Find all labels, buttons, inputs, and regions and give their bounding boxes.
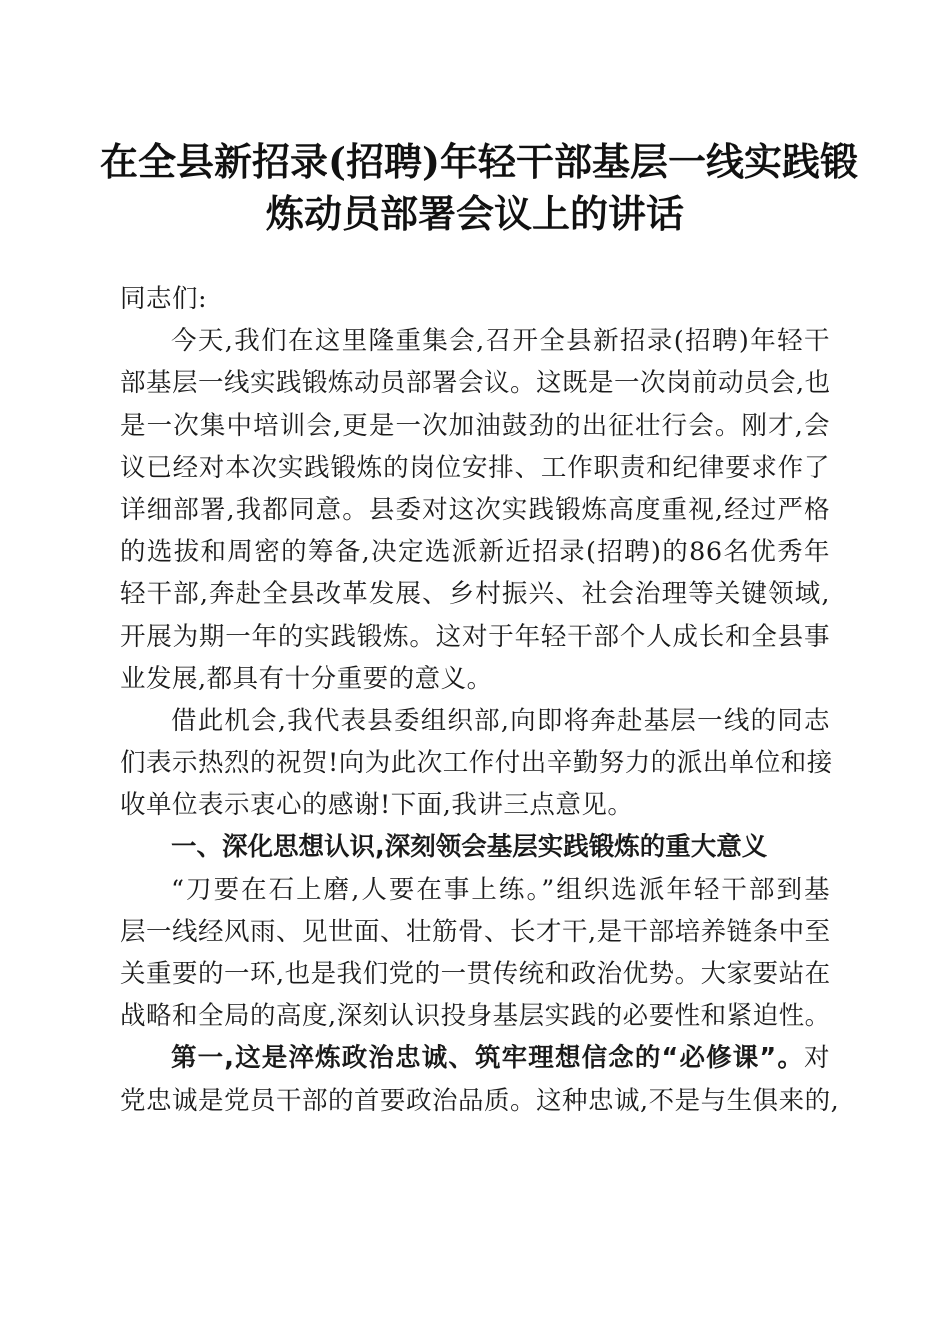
paragraph-line-with-bold-lead bbox=[120, 1037, 830, 1079]
paragraph-line: 业发展,都具有十分重要的意义。 bbox=[120, 663, 493, 694]
paragraph-line: 战略和全局的高度,深刻认识投身基层实践的必要性和紧迫性。 bbox=[120, 1001, 831, 1032]
paragraph-line: 层一线经风雨、见世面、壮筋骨、长才干,是干部培养链条中至 bbox=[120, 916, 831, 947]
bold-lead-sentence: 第一,这是淬炼政治忠诚、筑牢理想信念的“必修课”。 bbox=[171, 1043, 804, 1074]
paragraph-line: 借此机会,我代表县委组织部,向即将奔赴基层一线的同志 bbox=[171, 705, 830, 736]
document-body bbox=[120, 278, 840, 1122]
paragraph-line: 议已经对本次实践锻炼的岗位安排、工作职责和纪律要求作了 bbox=[120, 452, 830, 483]
paragraph-text: 对 bbox=[803, 1043, 830, 1074]
paragraph-line: 开展为期一年的实践锻炼。这对于年轻干部个人成长和全县事 bbox=[120, 621, 830, 652]
paragraph-line: 轻干部,奔赴全县改革发展、乡村振兴、社会治理等关键领域, bbox=[120, 579, 830, 610]
paragraph-line: “刀要在石上磨,人要在事上练。”组织选派年轻干部到基 bbox=[171, 874, 830, 905]
paragraph-line: 们表示热烈的祝贺!向为此次工作付出辛勤努力的派出单位和接 bbox=[120, 748, 833, 779]
title-line-1: 在全县新招录(招聘)年轻干部基层一线实践锻 bbox=[100, 139, 858, 184]
salutation: 同志们: bbox=[120, 284, 208, 314]
paragraph-line: 党忠诚是党员干部的首要政治品质。这种忠诚,不是与生俱来的, bbox=[120, 1085, 840, 1116]
paragraph-line: 收单位表示衷心的感谢!下面,我讲三点意见。 bbox=[120, 790, 634, 821]
paragraph-line: 详细部署,我都同意。县委对这次实践锻炼高度重视,经过严格 bbox=[120, 494, 830, 525]
page-title bbox=[100, 136, 858, 240]
paragraph-line: 是一次集中培训会,更是一次加油鼓劲的出征壮行会。刚才,会 bbox=[120, 410, 830, 441]
title-line-2: 炼动员部署会议上的讲话 bbox=[265, 191, 684, 236]
paragraph-line: 今天,我们在这里隆重集会,召开全县新招录(招聘)年轻干 bbox=[171, 326, 830, 357]
paragraph-line: 关重要的一环,也是我们党的一贯传统和政治优势。大家要站在 bbox=[120, 959, 831, 989]
paragraph-line: 的选拔和周密的筹备,决定选派新近招录(招聘)的86名优秀年 bbox=[120, 537, 830, 568]
paragraph-line: 部基层一线实践锻炼动员部署会议。这既是一次岗前动员会,也 bbox=[120, 368, 831, 399]
section-heading-1: 一、深化思想认识,深刻领会基层实践锻炼的重大意义 bbox=[171, 832, 768, 863]
